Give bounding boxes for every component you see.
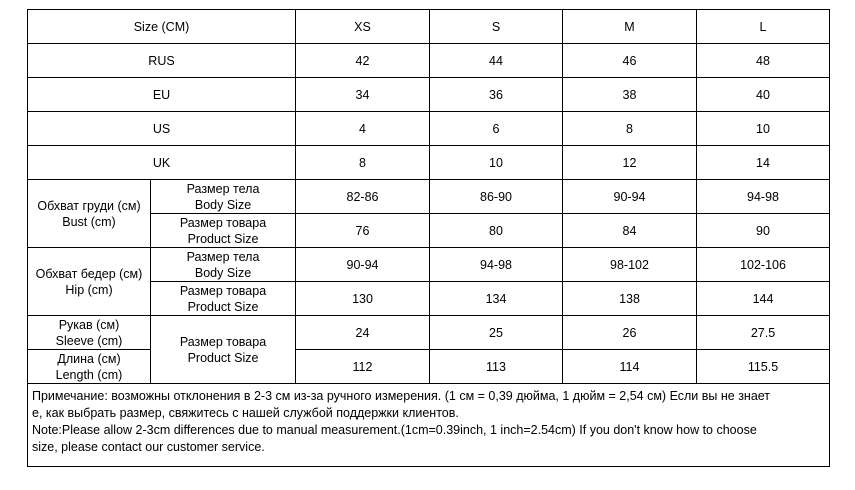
us-row [28,112,830,146]
product-size-label-en: Product Size [187,231,259,246]
sleeve-label-ru: Рукав (см) [58,317,120,332]
value-cell: 4 [296,112,430,146]
value-cell: 102-106 [697,248,830,282]
value-cell: 90-94 [563,180,697,214]
value-cell: 94-98 [697,180,830,214]
product-size-label [151,282,296,316]
value-cell: 10 [697,112,830,146]
bust-body-row [28,180,830,214]
value-cell: 84 [563,214,697,248]
body-size-label-ru: Размер тела [186,181,260,196]
note-ru-line-2: е, как выбрать размер, свяжитесь с нашей службой поддержки клиентов. [32,406,459,420]
sleeve-label-en: Sleeve (cm) [55,333,123,348]
value-cell: 112 [296,350,430,384]
body-size-label-en: Body Size [194,197,252,212]
value-cell: 94-98 [430,248,563,282]
length-label [28,350,151,384]
value-cell: 144 [697,282,830,316]
hip-body-row [28,248,830,282]
value-cell: 130 [296,282,430,316]
product-size-label-en: Product Size [187,350,259,365]
row-label: EU [28,78,296,112]
row-label: US [28,112,296,146]
value-cell: 34 [296,78,430,112]
product-size-label-ru: Размер товара [179,334,267,349]
sleeve-label [28,316,151,350]
value-cell: 46 [563,44,697,78]
value-cell: 134 [430,282,563,316]
value-cell: 8 [563,112,697,146]
length-label-ru: Длина (см) [57,351,121,366]
note-cell [28,384,830,467]
value-cell: 8 [296,146,430,180]
size-header-cell: Size (CM) [28,10,296,44]
note-row [28,384,830,467]
value-cell: 6 [430,112,563,146]
value-cell: 90-94 [296,248,430,282]
value-cell: 138 [563,282,697,316]
value-cell: 26 [563,316,697,350]
header-row [28,10,830,44]
value-cell: 86-90 [430,180,563,214]
note-en-line-2: size, please contact our customer service. [32,440,265,454]
note-en-line-1: Note:Please allow 2-3cm differences due to manual measurement.(1cm=0.39inch, 1 inch=2.54cm) If you don't know how to choose [32,423,757,437]
value-cell: 42 [296,44,430,78]
rus-row [28,44,830,78]
body-size-label [151,248,296,282]
note-ru-line-1: Примечание: возможны отклонения в 2-3 см из-за ручного измерения. (1 см = 0,39 дюйма, 1 дюйм = 2,54 см) Если вы не знает [32,389,771,403]
size-xs-header: XS [296,10,430,44]
value-cell: 36 [430,78,563,112]
value-cell: 90 [697,214,830,248]
length-label-en: Length (cm) [55,367,123,382]
value-cell: 12 [563,146,697,180]
size-l-header: L [697,10,830,44]
eu-row [28,78,830,112]
value-cell: 27.5 [697,316,830,350]
sleeve-row [28,316,830,350]
value-cell: 25 [430,316,563,350]
hip-label-en: Hip (cm) [65,282,113,297]
length-row [28,350,830,384]
body-size-label-ru: Размер тела [186,249,260,264]
size-m-header: M [563,10,697,44]
value-cell: 48 [697,44,830,78]
value-cell: 80 [430,214,563,248]
size-chart [27,9,829,467]
product-size-label-en: Product Size [187,299,259,314]
value-cell: 114 [563,350,697,384]
product-size-label [151,214,296,248]
size-table [27,9,830,467]
value-cell: 40 [697,78,830,112]
value-cell: 98-102 [563,248,697,282]
bust-label-en: Bust (cm) [62,214,116,229]
hip-label-ru: Обхват бедер (см) [35,266,143,281]
bust-label-ru: Обхват груди (см) [37,198,141,213]
value-cell: 10 [430,146,563,180]
value-cell: 115.5 [697,350,830,384]
size-s-header: S [430,10,563,44]
row-label: UK [28,146,296,180]
product-size-label [151,316,296,384]
value-cell: 38 [563,78,697,112]
product-size-label-ru: Размер товара [179,215,267,230]
product-size-label-ru: Размер товара [179,283,267,298]
body-size-label [151,180,296,214]
hip-label [28,248,151,316]
value-cell: 24 [296,316,430,350]
value-cell: 82-86 [296,180,430,214]
value-cell: 113 [430,350,563,384]
bust-label [28,180,151,248]
body-size-label-en: Body Size [194,265,252,280]
uk-row [28,146,830,180]
value-cell: 44 [430,44,563,78]
row-label: RUS [28,44,296,78]
value-cell: 14 [697,146,830,180]
value-cell: 76 [296,214,430,248]
